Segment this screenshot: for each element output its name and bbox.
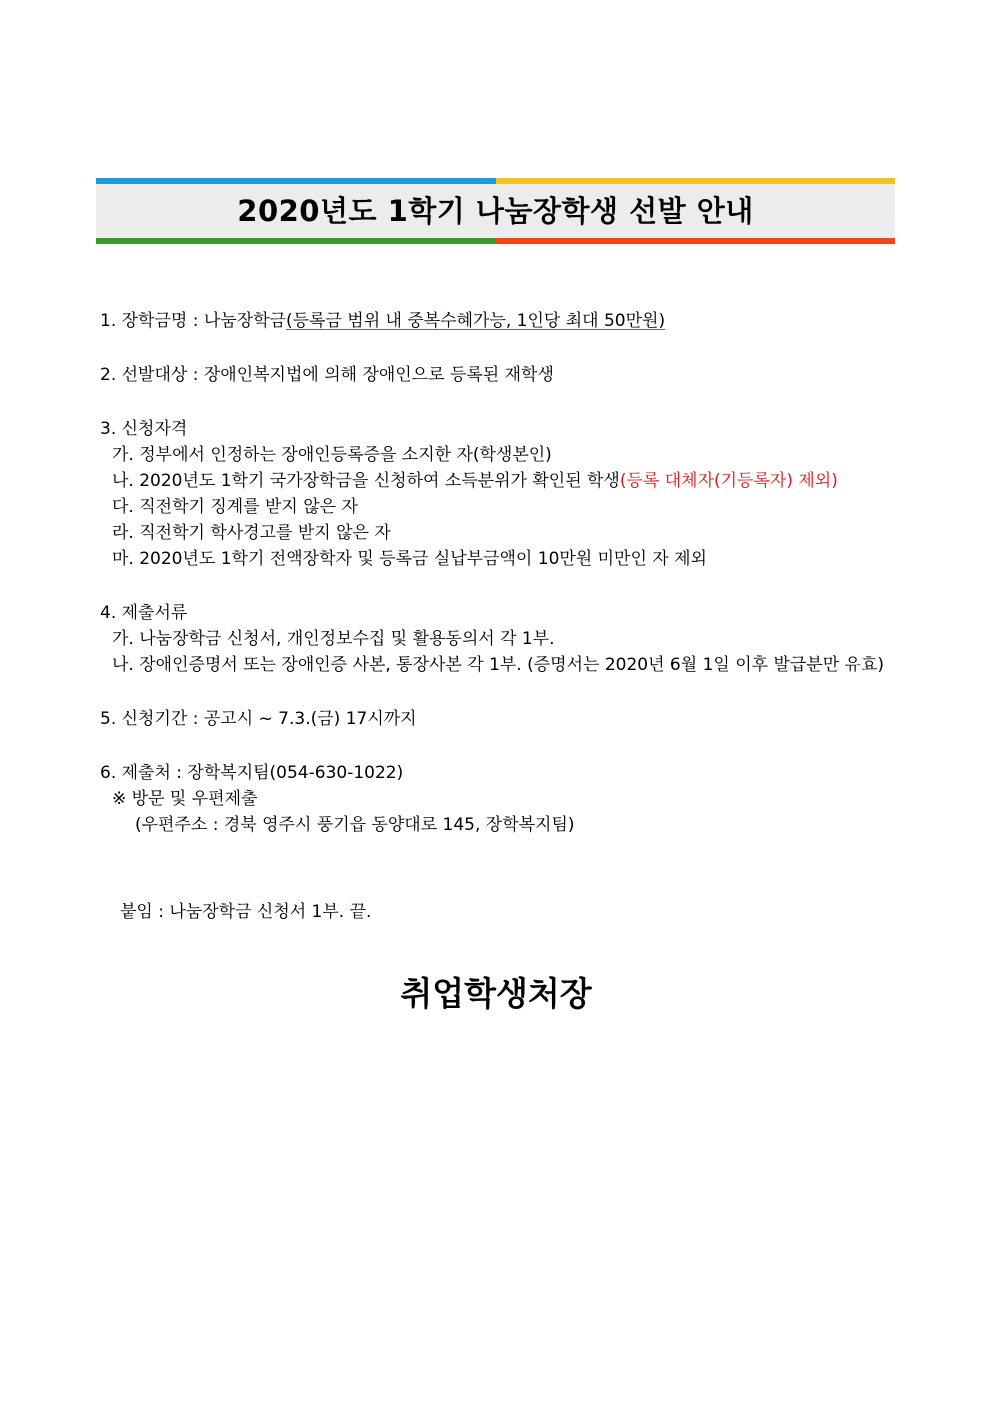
submission-note: ※ 방문 및 우편제출 (112, 789, 258, 809)
submission-address: (우편주소 : 경북 영주시 풍기읍 동양대로 145, 장학복지팀) (135, 815, 575, 835)
eligibility-item: 다. 직전학기 징계를 받지 않은 자 (112, 497, 358, 517)
title-banner (96, 178, 895, 244)
document-title: 2020년도 1학기 나눔장학생 선발 안내 (237, 194, 754, 228)
document-item: 나. 장애인증명서 또는 장애인증 사본, 통장사본 각 1부. (증명서는 2020년 6월 1일 이후 발급분만 유효) (112, 655, 885, 675)
section-eligibility-heading: 3. 신청자격 (100, 419, 188, 439)
section-period: 5. 신청기간 : 공고시 ~ 7.3.(금) 17시까지 (100, 709, 417, 729)
eligibility-exclusion-note: (등록 대체자(기등록자) 제외) (619, 471, 838, 491)
eligibility-item (100, 468, 900, 494)
signer: 취업학생처장 (400, 974, 592, 1013)
section-target: 2. 선발대상 : 장애인복지법에 의해 장애인으로 등록된 재학생 (100, 365, 554, 385)
eligibility-item: 마. 2020년도 1학기 전액장학자 및 등록금 실납부금액이 10만원 미만인 자 제외 (112, 549, 707, 569)
section-documents-heading: 4. 제출서류 (100, 603, 188, 623)
eligibility-item-text: 나. 2020년도 1학기 국가장학금을 신청하여 소득분위가 확인된 학생 (112, 471, 620, 491)
section-scholarship-name (100, 308, 900, 334)
attachment-note: 붙임 : 나눔장학금 신청서 1부. 끝. (120, 902, 372, 922)
eligibility-item: 가. 정부에서 인정하는 장애인등록증을 소지한 자(학생본인) (112, 445, 552, 465)
section-submission: 6. 제출처 : 장학복지팀(054-630-1022) (100, 763, 404, 783)
scholarship-name-detail: (등록금 범위 내 중복수혜가능, 1인당 최대 50만원) (285, 311, 666, 331)
document-item: 가. 나눔장학금 신청서, 개인정보수집 및 활용동의서 각 1부. (112, 629, 555, 649)
eligibility-item: 라. 직전학기 학사경고를 받지 않은 자 (112, 523, 391, 543)
banner-bottom-left-stripe (96, 238, 496, 244)
notice-body (100, 308, 900, 838)
banner-bottom-right-stripe (496, 238, 895, 244)
scholarship-name-label: 1. 장학금명 : 나눔장학금 (100, 311, 286, 331)
